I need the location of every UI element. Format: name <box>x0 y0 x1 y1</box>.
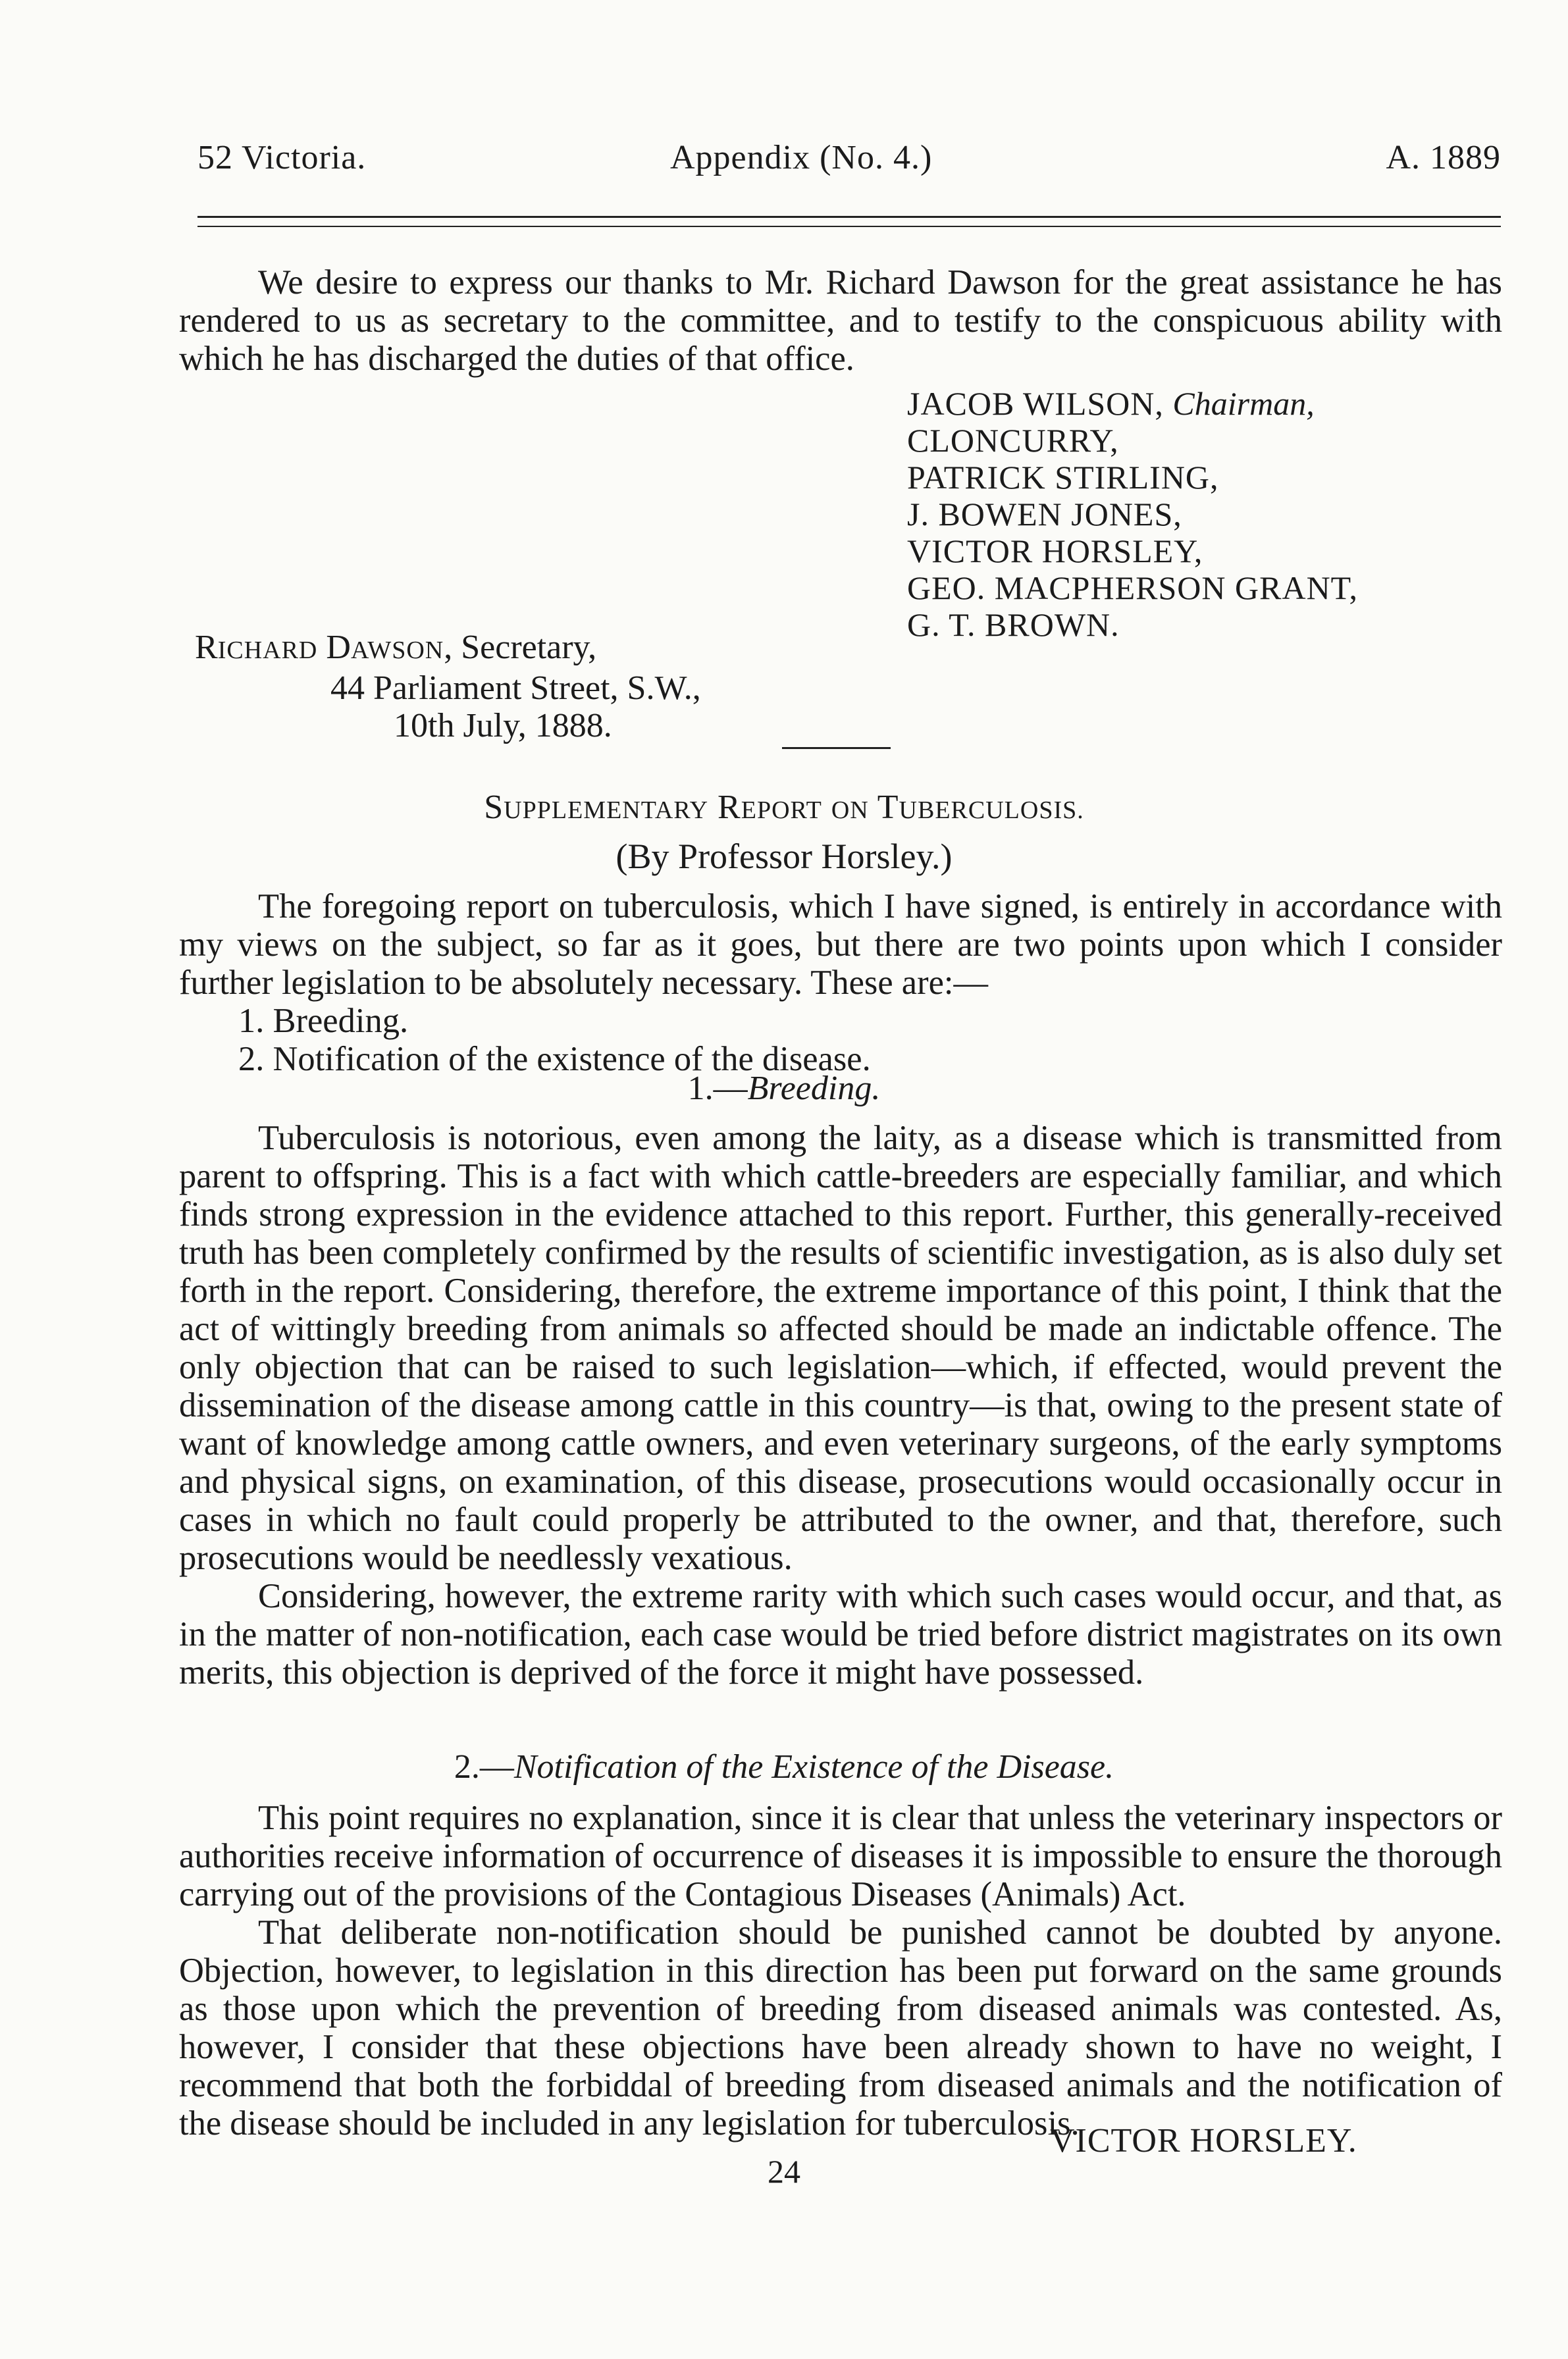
title-word-rest: UPPLEMENTARY <box>504 796 709 824</box>
title-word-initial: T <box>877 789 899 826</box>
section-heading-breeding <box>0 1069 1568 1108</box>
notification-section <box>179 1799 1502 2142</box>
secretary-block <box>195 629 701 744</box>
signatory-chair <box>907 385 1358 422</box>
section-number: 1.— <box>687 1070 748 1107</box>
title-word-rest: ON <box>831 796 869 824</box>
byline: (By Professor Horsley.) <box>615 837 953 876</box>
thanks-paragraph: We desire to express our thanks to Mr. Richard Dawson for the great assistance he has rendered to us as secretary to the committee, and to testify to the conspicuous ability with which he has discharged the duties of that office. <box>179 263 1502 378</box>
secretary-first-rest: ICHARD <box>217 636 318 664</box>
section-title: Breeding. <box>747 1070 881 1107</box>
signatory-member: J. BOWEN JONES, <box>907 496 1182 532</box>
body-paragraph: Tuberculosis is notorious, even among the laity, as a disease which is transmitted from parent to offspring. This is a fact with which cattle-breeders are especially familiar, and which finds strong expression in the evidence attached to this report. Further, this generally-received truth has been completely confirmed by the results of scientific investigation, as is also duly set forth in the report. Considering, therefore, the extreme importance of this point, I think that the act of wittingly breeding from animals so affected should be made an indictable offence. The only objection that can be raised to such legislation—which, if effected, would prevent the dissemination of the disease among cattle in this country—is that, owing to the present state of want of knowledge among cattle owners, and even veterinary surgeons, of the early symptoms and physical signs, on examination, of this disease, prosecutions would occasionally occur in cases in which no fault could properly be attributed to the owner, and that, therefore, such prosecutions would be needlessly vexatious. <box>179 1119 1502 1577</box>
header-rule-bottom <box>197 226 1501 227</box>
section-divider <box>782 747 891 749</box>
signatory-member: CLONCURRY, <box>907 422 1119 459</box>
body-paragraph: Considering, however, the extreme rarity with which such cases would occur, and that, as in the matter of non-notification, each case would be tried before district magistrates on its own merits, this objection is deprived of the force it might have possessed. <box>179 1577 1502 1692</box>
secretary-last-initial: D <box>326 629 351 666</box>
chair-name: JACOB WILSON, <box>907 385 1164 422</box>
point-item: 2. Notification of the existence of the disease. <box>238 1040 871 1078</box>
signatory-member: GEO. MACPHERSON GRANT, <box>907 569 1359 606</box>
secretary-address: 44 Parliament Street, S.W., <box>330 669 701 707</box>
secretary-first-initial: R <box>195 629 218 666</box>
header-session: 52 Victoria. <box>197 139 367 176</box>
body-paragraph: This point requires no explanation, since it is clear that unless the veterinary inspectors or authorities receive information of occurrence of diseases it is impossible to ensure the thorough carrying out of the provisions of the Contagious Diseases (Animals) Act. <box>179 1799 1502 1913</box>
secretary-name-line <box>195 629 701 669</box>
section-heading-notification <box>0 1748 1568 1786</box>
intro-section <box>179 887 1502 1078</box>
title-word-rest: UBERCULOSIS. <box>899 796 1084 824</box>
signatory-member: PATRICK STIRLING, <box>907 459 1219 496</box>
section-number: 2.— <box>454 1748 514 1786</box>
secretary-title: , Secretary, <box>444 629 597 666</box>
title-word-rest: EPORT <box>741 796 822 824</box>
section-title: Notification of the Existence of the Disease. <box>513 1748 1114 1786</box>
header-year: A. 1889 <box>1386 139 1501 176</box>
secretary-last-rest: AWSON <box>350 636 444 664</box>
author-signature: VICTOR HORSLEY. <box>1050 2122 1357 2160</box>
header-appendix: Appendix (No. 4.) <box>670 139 933 176</box>
secretary-date: 10th July, 1888. <box>394 707 612 744</box>
supplementary-report-title <box>0 788 1568 827</box>
page-number: 24 <box>768 2153 800 2190</box>
title-word-initial: R <box>718 789 741 826</box>
signatory-member: VICTOR HORSLEY, <box>907 532 1203 569</box>
header-rule-top <box>197 216 1501 218</box>
body-paragraph: That deliberate non-notification should be punished cannot be doubted by anyone. Objection, however, to legislation in this direction has been put forward on the same grounds as those upon which the prevention of breeding from diseased animals was contested. As, however, I consider that these objections have been already shown to have no weight, I recommend that both the forbiddal of breeding from diseased animals and the notification of the disease should be included in any legislation for tuberculosis. <box>179 1913 1502 2142</box>
signatories-block <box>907 385 1358 643</box>
breeding-section <box>179 1119 1502 1692</box>
signatory-member: G. T. BROWN. <box>907 606 1120 643</box>
title-word-initial: S <box>484 789 504 826</box>
chair-role: Chairman, <box>1172 385 1315 422</box>
intro-paragraph: The foregoing report on tuberculosis, which I have signed, is entirely in accordance with my views on the subject, so far as it goes, but there are two points upon which I consider further legislation to be absolutely necessary. These are:— <box>179 887 1502 1002</box>
point-item: 1. Breeding. <box>238 1002 409 1040</box>
running-header <box>197 138 1501 191</box>
thanks-section <box>179 263 1502 378</box>
